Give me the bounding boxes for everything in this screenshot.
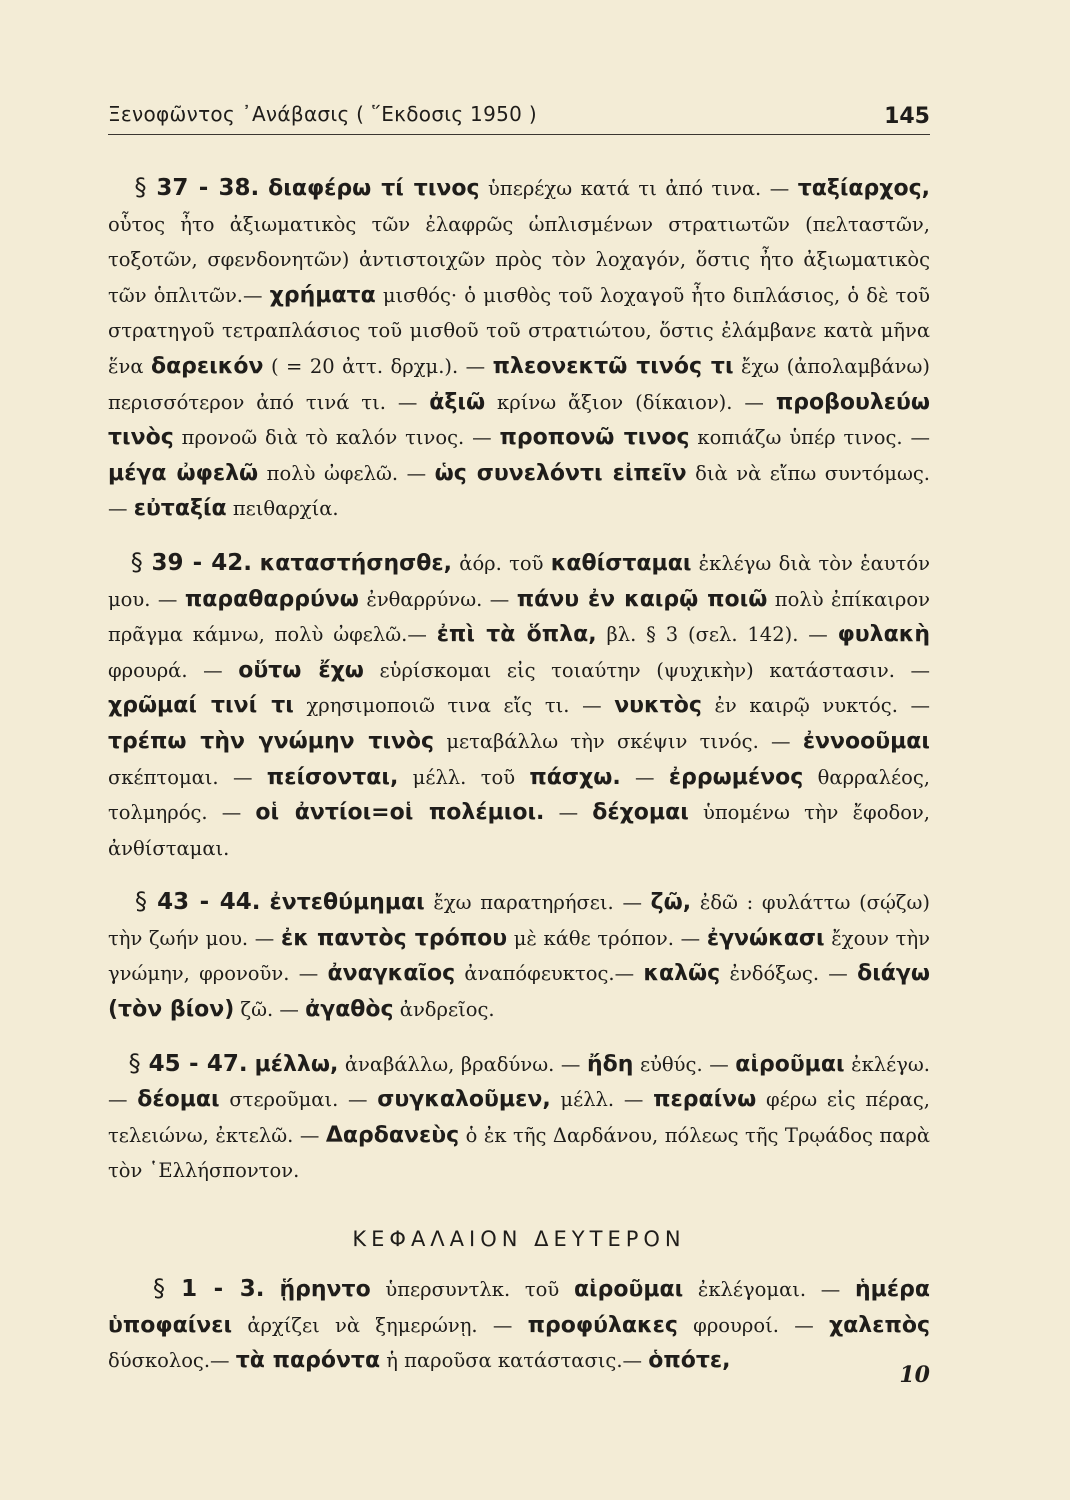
section-sign: §: [128, 1048, 149, 1077]
gloss: ἔχω (ἀπολαμβάνω) περισσότερον ἀπό τινά τι. —: [108, 354, 930, 414]
headword: ταξίαρχος,: [797, 176, 930, 201]
headword: πείσονται,: [266, 764, 399, 790]
headword: ὁπότε,: [648, 1348, 731, 1374]
headword: μέγα ὠφελῶ: [108, 460, 259, 486]
gloss: στεροῦμαι. —: [219, 1088, 378, 1112]
headword: ἐρρωμένος: [668, 764, 804, 790]
headword: περαίνω: [653, 1087, 757, 1113]
headword: τὰ παρόντα: [235, 1348, 381, 1374]
section-reference: 1 - 3.: [181, 1276, 265, 1303]
section-sign: §: [130, 547, 152, 576]
headword: ἤδη: [586, 1051, 634, 1077]
gloss: πειθαρχία.: [226, 497, 339, 521]
gloss: κοπιάζω ὑπέρ τινος. —: [689, 426, 930, 450]
headword: πάσχω.: [529, 764, 621, 790]
headword: δέχομαι: [592, 800, 689, 826]
headword: ἐντεθύμημαι: [269, 890, 425, 916]
headword: προβουλεύω τινὸς: [108, 389, 930, 451]
headword: μέλλω,: [254, 1051, 339, 1077]
gloss: ἡ παροῦσα κατάστασις.—: [380, 1349, 649, 1373]
headword: παραθαρρύνω: [184, 586, 359, 612]
gloss: ὑπομένω τὴν ἔφοδον, ἀνθίσταμαι.: [108, 801, 930, 860]
headword: δέομαι: [137, 1087, 220, 1113]
gloss: ἀναπόφευκτος.—: [455, 962, 644, 986]
gloss: ἔχω παρατηρήσει. —: [424, 891, 651, 915]
gloss: ἀνδρεῖος.: [393, 998, 495, 1022]
gloss: κρίνω ἄξιον (δίκαιον). —: [485, 390, 776, 414]
gloss: μὲ κάθε τρόπον. —: [507, 926, 707, 950]
gloss: ἐν καιρῷ νυκτός. —: [701, 694, 931, 718]
headword: χρῶμαί τινί τι: [108, 693, 294, 719]
gloss: πολὺ ἐπίκαιρον πρᾶγμα κάμνω, πολὺ ὠφελῶ.—: [108, 587, 930, 647]
gloss: ἐδῶ : φυλάττω (σῴζω) τὴν ζωήν μου. —: [108, 891, 930, 950]
chapter-section-notes: [108, 1271, 930, 1379]
gloss: ἔχουν τὴν γνώμην, φρονοῦν. —: [108, 926, 931, 986]
headword: καλῶς: [643, 961, 721, 987]
page-header: [108, 98, 930, 135]
headword: Δαρδανεὺς: [325, 1122, 460, 1148]
gloss: ζῶ. —: [234, 998, 306, 1022]
headword: διάγω (τὸν βίον): [108, 961, 931, 1023]
gloss: ἐνθαρρύνω. —: [358, 587, 517, 611]
headword: χρήματα: [269, 282, 376, 308]
gloss: σκέπτομαι. —: [108, 765, 267, 789]
section-sign: §: [135, 887, 158, 916]
headword: καταστήσησθε,: [259, 550, 452, 576]
section-notes: [108, 170, 930, 1189]
chapter-heading: ΚΕΦΑΛΑΙΟΝ ΔΕΥΤΕΡΟΝ: [352, 1227, 686, 1252]
gloss: ὑπερέχω κατά τι ἀπό τινα. —: [479, 177, 798, 200]
section-sign: §: [153, 1274, 182, 1303]
gloss: ( = 20 ἀττ. δρχμ.). —: [263, 354, 493, 378]
gloss: ἀρχίζει νὰ ξημερώνῃ. —: [232, 1313, 528, 1337]
gloss: οὗτος ἦτο ἀξιωματικὸς τῶν ἐλαφρῶς ὡπλισμένων στρατιωτῶν (πελταστῶν, τοξοτῶν, σφενδονητῶν) ἀντιστοιχῶν πρὸς τὸν λοχαγόν, ὅστις ἦτο ἀξιωματικὸς τῶν ὁπλιτῶν.—: [108, 212, 930, 307]
gloss: μεταβάλλω τὴν σκέψιν τινός. —: [434, 729, 803, 753]
headword: οἱ ἀντίοι=οἱ πολέμιοι.: [255, 800, 545, 826]
headword: χαλεπὸς: [828, 1312, 930, 1338]
headword: συγκαλοῦμεν,: [377, 1087, 551, 1113]
gloss: θαρραλέος, τολμηρός. —: [108, 765, 930, 825]
headword: οὕτω ἔχω: [238, 657, 364, 683]
gloss: φέρω εἰς πέρας, τελειώνω, ἐκτελῶ. —: [108, 1088, 930, 1147]
gloss: φρουρά. —: [108, 658, 239, 682]
headword: προφύλακες: [527, 1312, 678, 1338]
gloss: ἐνδόξως. —: [720, 962, 858, 986]
gloss: —: [620, 765, 669, 789]
gloss: πολὺ ὠφελῶ. —: [258, 461, 435, 485]
headword: ἐννοοῦμαι: [802, 728, 930, 754]
headword: προπονῶ τινος: [499, 425, 690, 451]
headword: φυλακὴ: [837, 622, 930, 648]
note-paragraph: [108, 170, 930, 527]
headword: ἡμέρα ὑποφαίνει: [108, 1277, 930, 1338]
headword: ἀξιῶ: [429, 389, 486, 415]
gloss: διὰ νὰ εἴπω συντόμως. —: [108, 461, 930, 521]
note-paragraph: [108, 884, 930, 1027]
section-reference: 37 - 38.: [156, 175, 260, 201]
signature-mark: 10: [899, 1362, 930, 1388]
page-number: 145: [884, 104, 930, 129]
headword: διαφέρω τί τινος: [268, 176, 480, 201]
headword: τρέπω τὴν γνώμην τινὸς: [108, 728, 435, 754]
headword: ζῶ,: [650, 890, 692, 916]
commentary-body: [108, 170, 930, 1397]
gloss: —: [544, 801, 593, 825]
gloss: ὑπερσυντλκ. τοῦ: [370, 1278, 574, 1302]
gloss: ἀναβάλλω, βραδύνω. —: [338, 1052, 587, 1076]
headword: αἱροῦμαι: [573, 1277, 684, 1303]
gloss: δύσκολος.—: [108, 1349, 236, 1373]
gloss: βλ. § 3 (σελ. 142). —: [596, 623, 838, 647]
note-paragraph: [108, 1046, 930, 1189]
gloss: μέλλ. τοῦ: [398, 765, 530, 789]
note-paragraph: [108, 545, 930, 866]
gloss: ὁ ἐκ τῆς Δαρδάνου, πόλεως τῆς Τρῳάδος παρὰ τὸν ῾Ελλήσποντον.: [108, 1123, 930, 1183]
running-head: Ξενοφῶντος ᾿Ανάβασις ( ῞Εκδοσις 1950 ): [108, 102, 537, 126]
gloss: φρουροί. —: [677, 1313, 829, 1337]
headword: καθίσταμαι: [550, 550, 692, 576]
gloss: ἐκλέγω διὰ τὸν ἑαυτόν μου. —: [108, 551, 930, 611]
gloss: προνοῶ διὰ τὸ καλόν τινος. —: [173, 426, 500, 450]
gloss: μισθός· ὁ μισθὸς τοῦ λοχαγοῦ ἦτο διπλάσιος, ὁ δὲ τοῦ στρατηγοῦ τετραπλάσιος τοῦ μισθοῦ τοῦ στρατιώτου, ὅστις ἐλάμβανε κατὰ μῆνα ἕνα: [108, 283, 931, 378]
section-sign: §: [134, 173, 157, 201]
headword: εὐταξία: [133, 496, 227, 522]
section-reference: 39 - 42.: [151, 549, 252, 576]
headword: ἀγαθὸς: [305, 997, 394, 1023]
headword: ἐγνώκασι: [706, 925, 825, 951]
headword: αἱροῦμαι: [735, 1051, 845, 1077]
headword: ἀναγκαῖος: [327, 961, 456, 987]
gloss: εὐθύς. —: [633, 1052, 736, 1076]
gloss: χρησιμοποιῶ τινα εἴς τι. —: [293, 694, 615, 718]
section-reference: 43 - 44.: [157, 889, 261, 916]
headword: ᾕρηντο: [279, 1277, 371, 1303]
gloss: μέλλ. —: [550, 1088, 654, 1112]
headword: ἐκ παντὸς τρόπου: [280, 925, 508, 951]
gloss: ἐκλέγομαι. —: [683, 1278, 855, 1302]
headword: πάνυ ἐν καιρῷ ποιῶ: [516, 586, 768, 612]
headword: πλεονεκτῶ τινός τι: [492, 353, 734, 379]
headword: ἐπὶ τὰ ὅπλα,: [436, 622, 597, 648]
headword: νυκτὸς: [614, 693, 702, 719]
headword: δαρεικόν: [150, 353, 264, 379]
gloss: εὑρίσκομαι εἰς τοιαύτην (ψυχικὴν) κατάστασιν. —: [363, 658, 930, 682]
note-paragraph: [108, 1271, 930, 1379]
headword: ὡς συνελόντι εἰπεῖν: [434, 460, 687, 486]
section-reference: 45 - 47.: [148, 1050, 248, 1077]
gloss: ἐκλέγω. —: [108, 1052, 930, 1112]
gloss: ἀόρ. τοῦ: [452, 551, 551, 575]
